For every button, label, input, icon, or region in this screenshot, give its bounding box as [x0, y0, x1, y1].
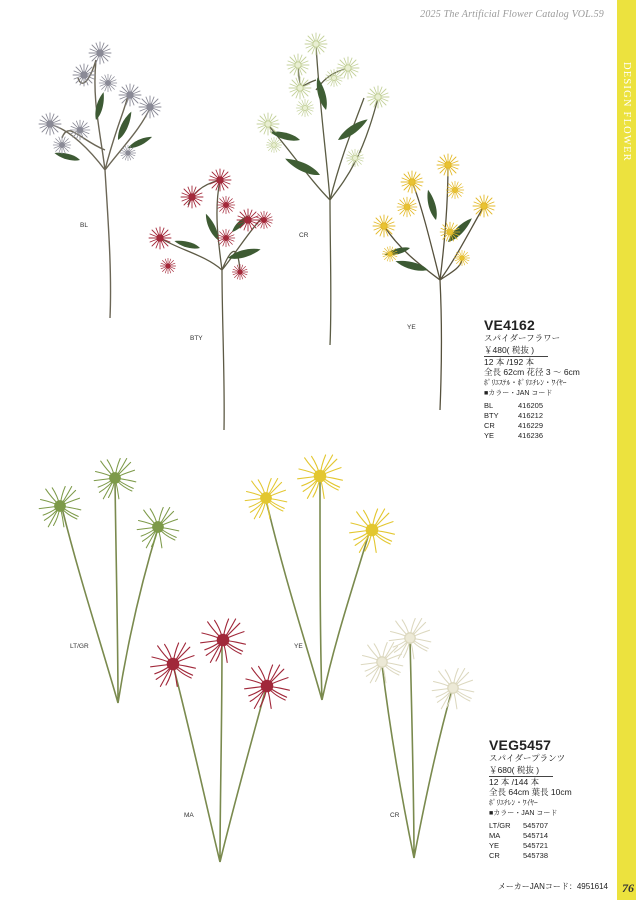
product-quantity: 12 本 /192 本 — [484, 356, 535, 367]
product-quantity: 12 本 /144 本 — [489, 776, 540, 787]
jan-row: CR 545738 — [489, 851, 549, 861]
color-label-ma: MA — [184, 812, 194, 819]
product-code: VEG5457 — [489, 737, 552, 753]
flower-ma-bottom — [151, 619, 290, 862]
jan-row: CR 416229 — [484, 421, 544, 431]
jan-row: YE 416236 — [484, 431, 544, 441]
color-label-bty: BTY — [190, 335, 203, 342]
page-number: 76 — [622, 881, 634, 895]
jan-heading: ■カラー・JAN コード — [489, 810, 558, 818]
jan-row: MA 545714 — [489, 831, 549, 841]
jan-row: BTY 416212 — [484, 411, 544, 421]
maker-jan-code: メーカーJANコード：4951614 — [497, 882, 608, 891]
jan-row: BL 416205 — [484, 401, 544, 411]
product-price: ￥480( 税抜 ) — [484, 345, 548, 357]
flower-bty-top — [149, 169, 273, 430]
side-section-label: DESIGN FLOWER — [621, 62, 632, 162]
product-price: ￥680( 税抜 ) — [489, 765, 553, 777]
color-label-bl: BL — [80, 222, 88, 229]
flower-cr-bottom — [361, 619, 474, 859]
product-size: 全長 64cm 葉長 10cm — [489, 787, 572, 798]
product-size: 全長 62cm 花径 3 〜 6cm — [484, 367, 580, 378]
flower-cr-top — [257, 33, 389, 345]
product-veg5457 — [489, 738, 572, 861]
jan-table — [489, 821, 548, 861]
jan-row: LT/GR 545707 — [489, 821, 549, 831]
product-code: VE4162 — [484, 317, 536, 333]
color-label-ye: YE — [407, 324, 416, 331]
product-ve4162 — [484, 318, 580, 441]
flower-ye-top — [373, 154, 495, 410]
product-name: スパイダーフラワー — [484, 333, 561, 344]
jan-table — [484, 401, 543, 441]
product-material: ﾎﾟﾘｴﾁﾚﾝ・ﾜｲﾔｰ — [489, 797, 538, 807]
color-label-ltgr: LT/GR — [70, 643, 89, 650]
product-material: ﾎﾟﾘｴｽﾃﾙ・ﾎﾟﾘｴﾁﾚﾝ・ﾜｲﾔｰ — [484, 377, 567, 387]
catalog-header: 2025 The Artificial Flower Catalog VOL.59 — [420, 9, 604, 20]
color-label-cr-bottom: CR — [390, 812, 400, 819]
color-label-ye-bottom: YE — [294, 643, 303, 650]
jan-row: YE 545721 — [489, 841, 549, 851]
product-name: スパイダープランツ — [489, 753, 566, 764]
color-label-cr: CR — [299, 232, 309, 239]
flower-bl-top — [39, 42, 161, 318]
jan-heading: ■カラー・JAN コード — [484, 390, 553, 398]
